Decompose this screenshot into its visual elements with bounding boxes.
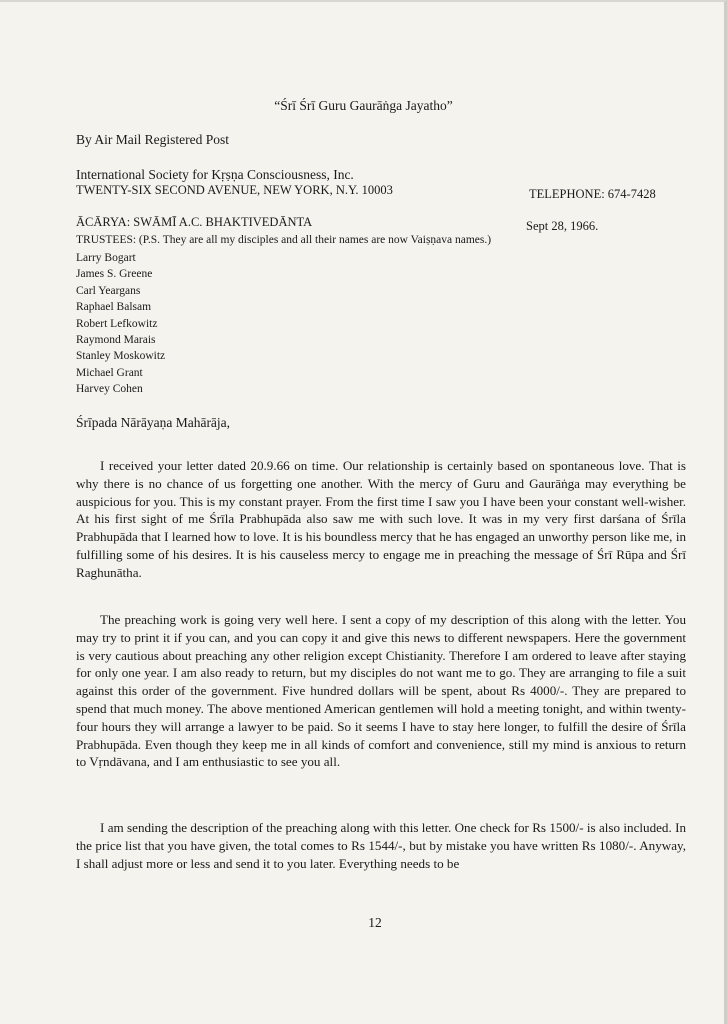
org-name: International Society for Kṛṣṇa Consciousness, Inc.: [76, 167, 354, 182]
trustee-name: Raphael Balsam: [76, 301, 152, 314]
letter-heading: “Śrī Śrī Guru Gaurāṅga Jayatho”: [274, 98, 453, 113]
trustee-name: Stanley Moskowitz: [76, 350, 166, 363]
trustee-name: Michael Grant: [76, 366, 143, 379]
trustee-name: Larry Bogart: [76, 252, 136, 264]
telephone: TELEPHONE: 674-7428: [529, 187, 656, 201]
trustees-heading: TRUSTEES: (P.S. They are all my disciples and all their names are now Vaiṣṇava names.): [76, 234, 492, 246]
body-paragraph: The preaching work is going very well here. I sent a copy of my description of this along with the letter. You may try to print it if you can, and you can copy it and give this news to different newspapers. Here the government is very cautious about preaching any other religion except Chistianity. Therefore I am ordered to leave after staying for only one year. I am also ready to return, but my disciples do not want me to go. They are arranging to file a suit against this order of the government. Five hundred dollars will be spent, about Rs 4000/-. They are prepared to spend that much money. The above mentioned American gentlemen will hold a meeting tonight, and within twenty-four hours they will arrange a lawyer to be paid. So it seems I have to stay here longer, to fulfill the desire of Śrīla Prabhupāda. Even though they keep me in all kinds of comfort and convenience, still my mind is anxious to return to Vṛndāvana, and I am enthusiastic to see you all.: [76, 612, 686, 770]
mail-line: By Air Mail Registered Post: [76, 132, 229, 147]
salutation: Śrīpada Nārāyaṇa Mahārāja,: [76, 415, 231, 430]
body-paragraph: I am sending the description of the preaching along with this letter. One check for Rs 1500/- is also included. In the price list that you have given, the total comes to Rs 1544/-, but by mistake you have written Rs 1080/-. Anyway, I shall adjust more or less and send it to you later. Everything needs to be: [76, 820, 686, 871]
trustee-name: Raymond Marais: [76, 333, 156, 346]
page-number: 12: [368, 915, 382, 930]
trustees-list: [76, 250, 165, 398]
letter-date: Sept 28, 1966.: [526, 219, 599, 233]
org-address: TWENTY-SIX SECOND AVENUE, NEW YORK, N.Y. 10003: [76, 183, 393, 197]
trustee-name: Robert Lefkowitz: [76, 317, 158, 330]
trustee-name: Carl Yeargans: [76, 284, 141, 297]
trustee-name: Harvey Cohen: [76, 383, 143, 396]
acarya-line: ĀCĀRYA: SWĀMĪ A.C. BHAKTIVEDĀNTA: [76, 215, 313, 229]
body-paragraph: I received your letter dated 20.9.66 on time. Our relationship is certainly based on spontaneous love. That is why there is no chance of us forgetting one another. With the mercy of Guru and Gaurāṅga may everything be auspicious for you. This is my constant prayer. From the first time I saw you I have been your constant well-wisher. At his first sight of me Śrīla Prabhupāda also saw me with such love. It was in my very first darśana of Śrīla Prabhupāda that I learned how to love. It is his boundless mercy that he has engaged an unworthy person like me, in fulfilling some of his desires. It is his causeless mercy to engage me in preaching the message of Śrī Rūpa and Śrī Raghunātha.: [76, 458, 686, 580]
trustee-name: James S. Greene: [76, 268, 153, 281]
